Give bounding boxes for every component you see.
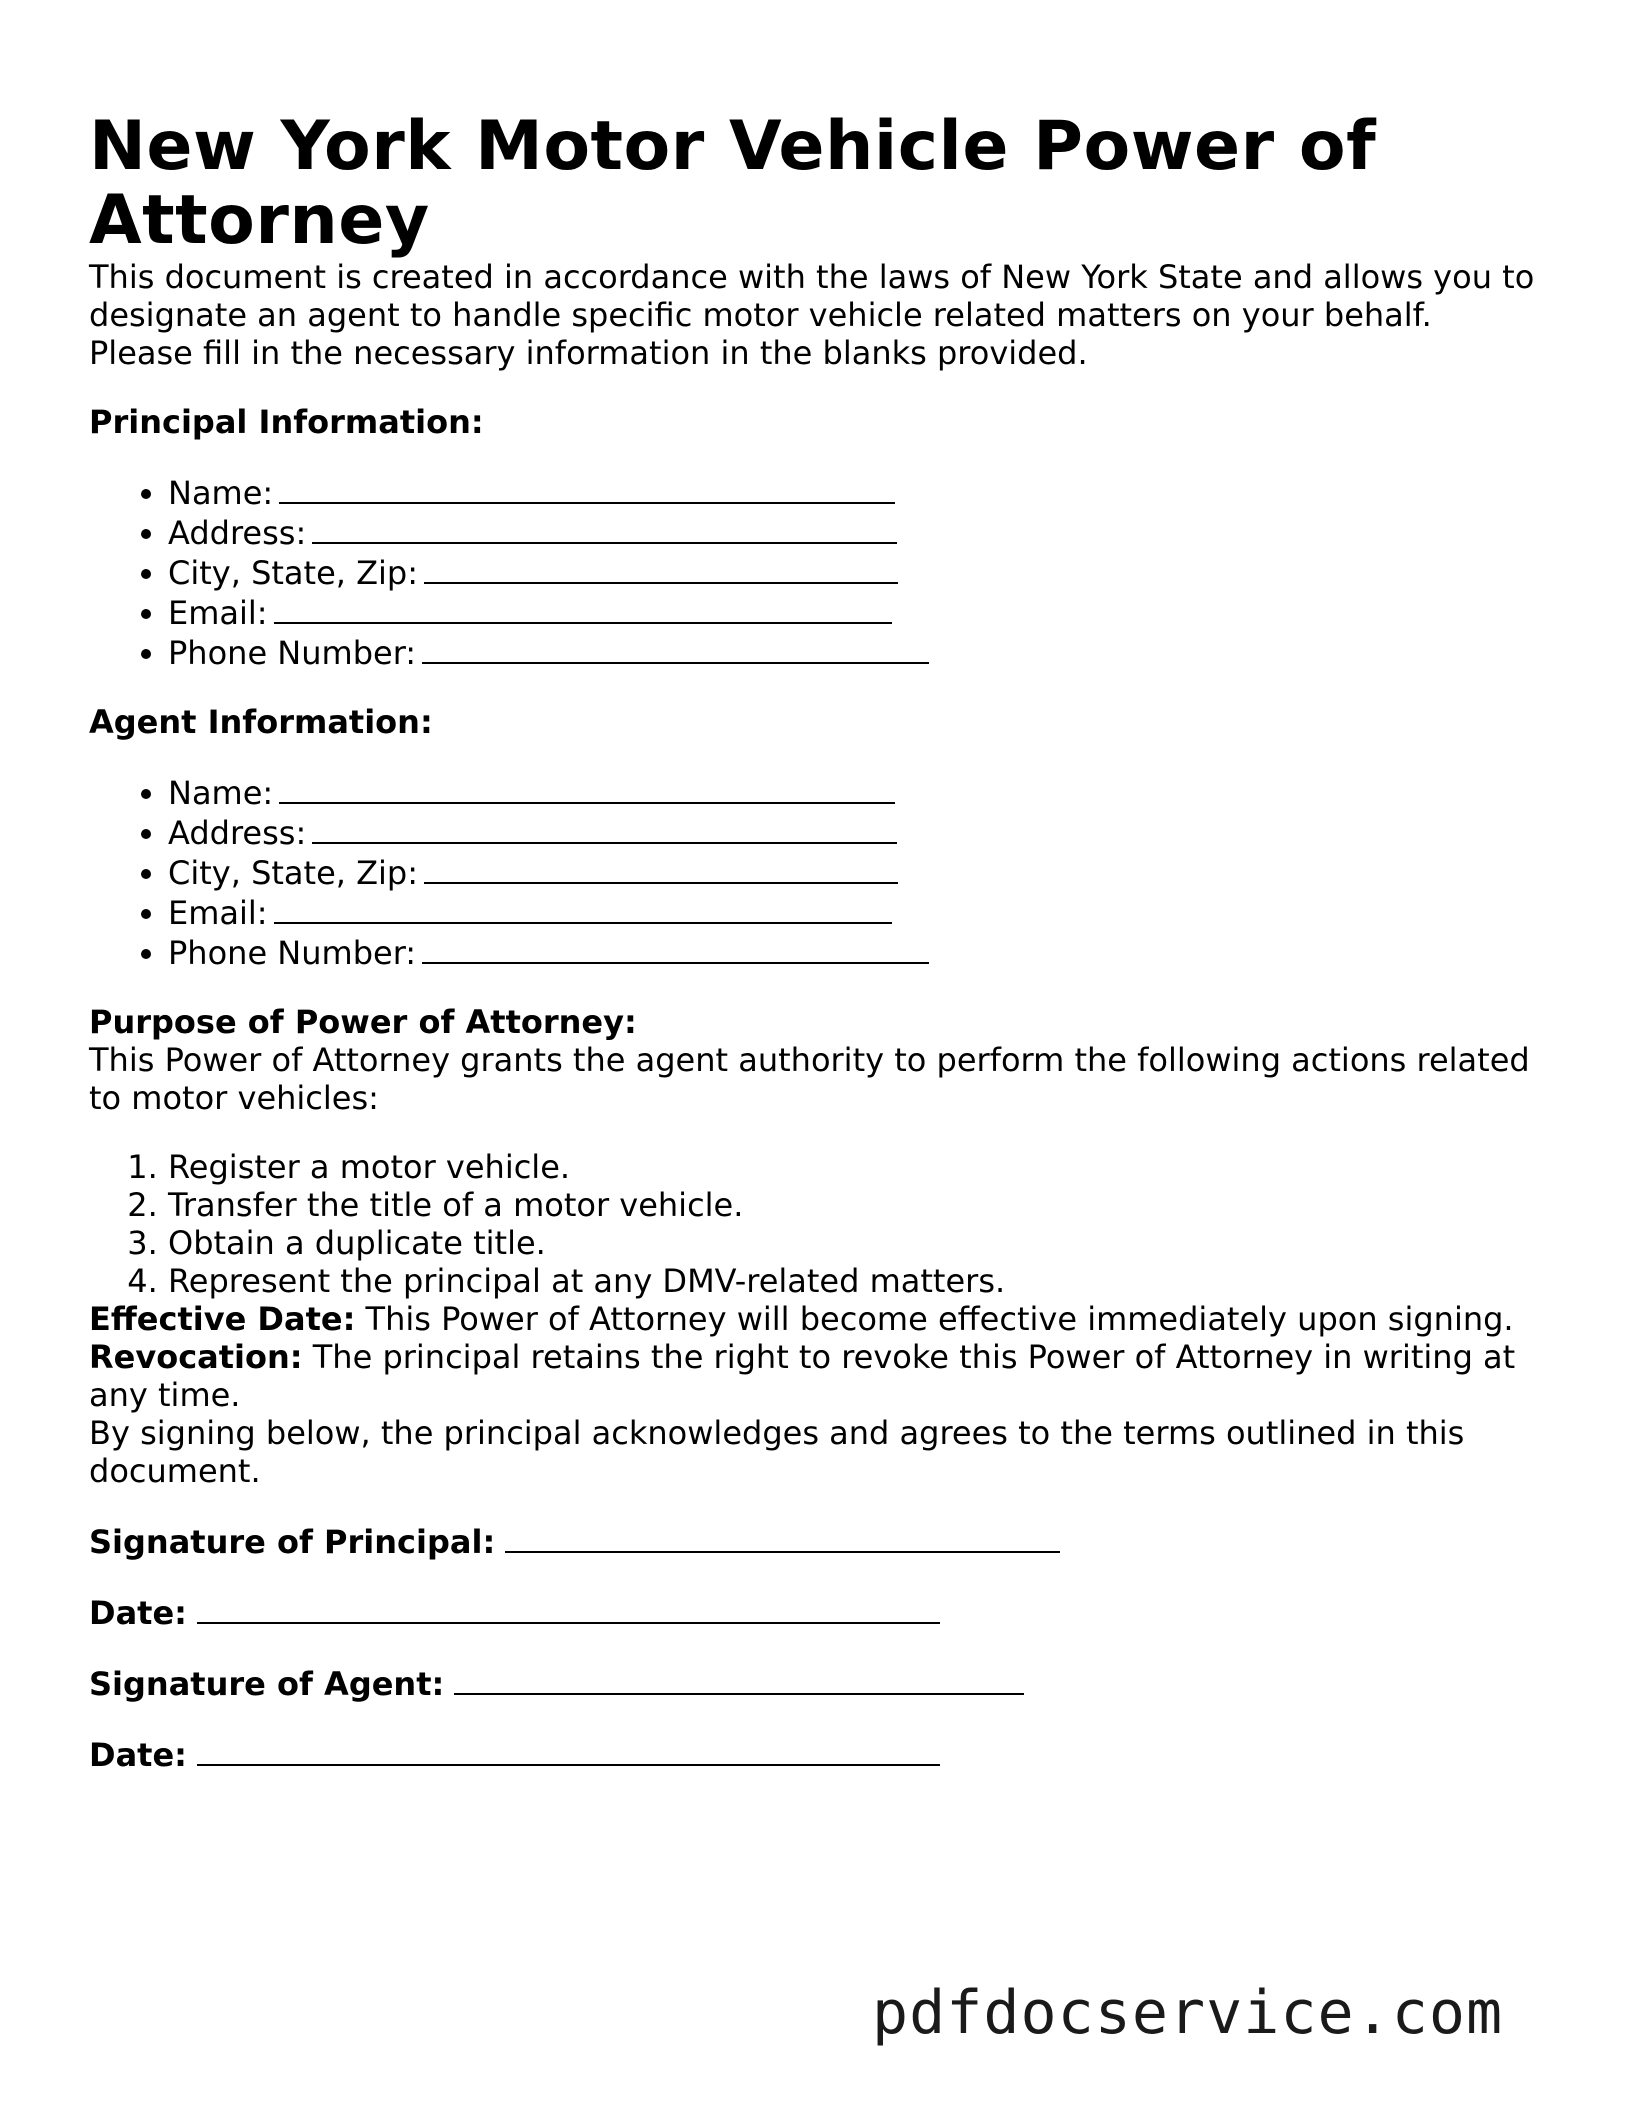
principal-phone-field [168,632,1539,672]
agent-name-blank[interactable] [279,772,895,804]
agent-city-state-zip-field [168,852,1539,892]
agent-city-state-zip-blank[interactable] [424,852,898,884]
agent-date-line [89,1734,1539,1774]
revocation-text: The principal retains the right to revoke this Power of Attorney in writing at any time. [89,1338,1516,1414]
agent-date-label: Date: [89,1736,187,1774]
principal-name-field [168,472,1539,512]
list-item: 4. Represent the principal at any DMV-related matters. [168,1262,1539,1300]
agent-address-field [168,812,1539,852]
agent-fields-list [89,772,1539,972]
list-item: 1. Register a motor vehicle. [168,1148,1539,1186]
effective-date-text: This Power of Attorney will become effective immediately upon signing. [355,1300,1514,1338]
intro-paragraph: This document is created in accordance with the laws of New York State and allows you to designate an agent to handle specific motor vehicle related matters on your behalf. [89,258,1535,334]
principal-signature-label: Signature of Principal: [89,1523,496,1561]
field-label: City, State, Zip: [168,854,419,892]
revocation-paragraph [89,1338,1539,1414]
principal-date-blank[interactable] [197,1592,940,1624]
principal-address-field [168,512,1539,552]
agent-name-field [168,772,1539,812]
field-label: Phone Number: [168,634,417,672]
principal-city-state-zip-blank[interactable] [424,552,898,584]
principal-email-blank[interactable] [274,592,892,624]
field-label: City, State, Zip: [168,554,419,592]
principal-date-line [89,1592,1539,1632]
agent-email-blank[interactable] [274,892,892,924]
principal-fields-list [89,472,1539,672]
document-title: New York Motor Vehicle Power of Attorney [89,107,1377,260]
instructions-paragraph: Please fill in the necessary information in the blanks provided. [89,334,1088,372]
revocation-label: Revocation: [89,1338,303,1376]
acknowledgement-paragraph: By signing below, the principal acknowledges and agrees to the terms outlined in this document. [89,1414,1465,1490]
principal-info-heading: Principal Information: [89,403,484,441]
document-page [89,107,1539,1774]
principal-city-state-zip-field [168,552,1539,592]
list-item: 2. Transfer the title of a motor vehicle. [168,1186,1539,1224]
agent-signature-blank[interactable] [454,1663,1024,1695]
principal-date-label: Date: [89,1594,187,1632]
field-label: Email: [168,894,268,932]
field-label: Name: [168,774,274,812]
principal-name-blank[interactable] [279,472,895,504]
agent-email-field [168,892,1539,932]
principal-phone-blank[interactable] [422,632,929,664]
agent-signature-label: Signature of Agent: [89,1665,445,1703]
principal-signature-blank[interactable] [505,1521,1060,1553]
principal-address-blank[interactable] [312,512,897,544]
field-label: Address: [168,814,307,852]
field-label: Email: [168,594,268,632]
purpose-actions-list [89,1148,1539,1300]
field-label: Name: [168,474,274,512]
principal-signature-line [89,1521,1539,1561]
purpose-paragraph: This Power of Attorney grants the agent authority to perform the following actions related to motor vehicles: [89,1041,1530,1117]
agent-phone-blank[interactable] [422,932,929,964]
watermark-text: pdfdocservice.com [872,1978,1504,2048]
field-label: Phone Number: [168,934,417,972]
list-item: 3. Obtain a duplicate title. [168,1224,1539,1262]
effective-date-label: Effective Date: [89,1300,356,1338]
field-label: Address: [168,514,307,552]
agent-date-blank[interactable] [197,1734,940,1766]
agent-phone-field [168,932,1539,972]
agent-address-blank[interactable] [312,812,897,844]
purpose-heading: Purpose of Power of Attorney: [89,1003,637,1041]
agent-info-heading: Agent Information: [89,703,433,741]
principal-email-field [168,592,1539,632]
agent-signature-line [89,1663,1539,1703]
effective-date-paragraph [89,1300,1539,1338]
